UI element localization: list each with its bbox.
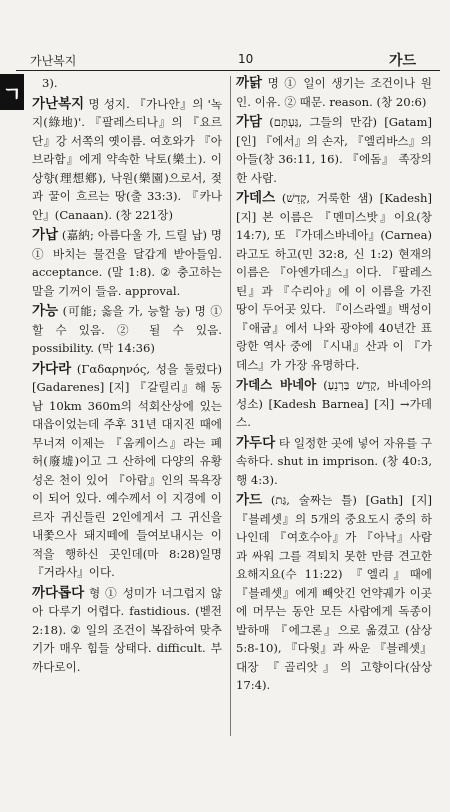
entry-headword: 가납 <box>32 227 59 243</box>
dictionary-entry <box>32 302 222 358</box>
entry-body: 명 성지. 『가나안』의 '녹지(綠地)'. 『팔레스티나』의 『요르단』강 서쪽의 옛이름. 여호와가 『아브라함』에게 약속한 낙토(樂土). 이상향(理想鄕), 낙원(樂園)으로서, 젖과 꿀이 흐르는 땅(출 33:3). 『카나안』(Canaan). (창 221장) <box>32 96 222 222</box>
entry-headword: 가담 <box>236 114 263 130</box>
entry-headword: 가데스 바네아 <box>236 377 317 392</box>
entry-headword: 까닭 <box>236 75 263 91</box>
entry-headword: 까다롭다 <box>32 584 85 601</box>
right-column <box>236 74 432 697</box>
dictionary-entry <box>236 113 432 187</box>
entry-body: 3). <box>42 76 58 90</box>
dictionary-entry <box>236 74 432 111</box>
entry-headword: 가능 <box>32 303 59 319</box>
dictionary-entry <box>32 360 222 582</box>
entry-body: (קָדֵשׁ, 거룩한 샘) [Kadesh] [지] 본 이름은 『멘미스밧』이요(창 14:7), 또 『가데스바네아』(Carnea)라고도 하고(민 32:8, 신 1:2) 현재의 이름은 『아엔가데스』이다. 『팔레스틴』과 『수리아』에 이 이름을 가진 땅이 두어곳 있다. 『이스라엘』백성이 『애굽』에서 나와 광야에 40년간 표랑한 역사 중에 『시내』산과 이 『가데스』가 가장 유명하다. <box>236 191 432 372</box>
entry-headword: 가드 <box>236 492 263 508</box>
entry-headword: 가난복지 <box>32 95 85 112</box>
entry-body: 명 ① 일이 생기는 조건이나 원인. 이유. ② 때문. reason. (창 20:6) <box>236 76 432 109</box>
section-tab: ㄱ <box>0 74 24 110</box>
entry-headword: 가다라 <box>32 360 72 377</box>
dictionary-entry <box>32 226 222 300</box>
dictionary-entry <box>32 584 222 677</box>
entry-continuation <box>32 74 222 93</box>
entry-body: 형 ① 성미가 너그럽지 않아 다루기 어렵다. fastidious. (벧전 2:18). ② 일의 조건이 복잡하여 맞추기가 매우 힘들 상태다. difficult. 부 까다로이. <box>32 585 222 674</box>
entry-body: (גַּת, 술짜는 틀) [Gath] [지] 『블레셋』의 5개의 중요도시 중의 하나인데 『여호수아』가 『아낙』사람과 싸워 그를 격퇴치 못한 만큼 견고한 요해지요(수 11:22) 『엘리』때에 『블레셋』에게 빼앗긴 언약궤가 이곳에 머무는 동안 모든 사람에게 독종이 발하매 『에그론』으로 옮겼고 (삼상 5:8-10), 『다윗』과 싸운 『블레셋』대장 『골리앗』의 고향이다(삼상 17:4). <box>236 493 432 692</box>
right-guide-word: 가드 <box>388 53 416 69</box>
entry-body: 타 일정한 곳에 넣어 자유를 구속하다. shut in imprison. (창 40:3, 행 4:3). <box>236 435 432 487</box>
entry-body: (Γαδαρηνός, 성을 둘렀다) [Gadarenes] [지] 『갈릴리』해 동남 10km 360m의 석회산상에 있는 대읍이었는데 주후 31년 대지진 때에 무너져 이제는 『움케이스』라는 폐허(廢墟)이고 그 산하에 다양의 유황성온 천이 있어 『아람』인의 목욕장이 되어 있다. 예수께서 이 지경에 이르자 귀신들린 2인에게서 그 귀신을 내쫓으사 돼지떼에 들여보내시는 이적을 행하신 곳인데(마 8:28)일명 『거라사』이다. <box>32 361 222 579</box>
entry-body: (קָדֵשׁ בַּרְנֵעַ, 바네아의 성소) [Kadesh Barnea] [지] →가데스. <box>236 378 432 429</box>
dictionary-entry <box>32 95 222 225</box>
entry-headword: 가두다 <box>236 434 276 451</box>
entry-headword: 가데스 <box>236 190 276 206</box>
page-number: 10 <box>238 52 254 66</box>
entry-body: (גַּעְתָּם, 그들의 만감) [Gatam] [인] 『에서』의 손자, 『엘리바스』의 아들(창 36:11, 16). 『에돔』 족장의 한 사람. <box>236 115 432 185</box>
entry-body: (可能; 옳을 가, 능할 능) 명 ① 할 수 있음. ② 될 수 있음. possibility. (막 14:36) <box>32 304 222 355</box>
column-divider <box>230 76 231 736</box>
running-header <box>16 48 440 71</box>
left-column <box>32 74 222 678</box>
dictionary-entry <box>236 189 432 374</box>
dictionary-entry <box>236 434 432 490</box>
dictionary-entry <box>236 491 432 695</box>
entry-body: (嘉納; 아름다울 가, 드릴 납) 명 ① 바치는 물건을 달갑게 받아들임. acceptance. (말 1:8). ② 충고하는 말을 기꺼이 들음. approval. <box>32 228 222 298</box>
left-guide-word: 가난복지 <box>30 54 77 68</box>
dictionary-entry <box>236 376 432 432</box>
